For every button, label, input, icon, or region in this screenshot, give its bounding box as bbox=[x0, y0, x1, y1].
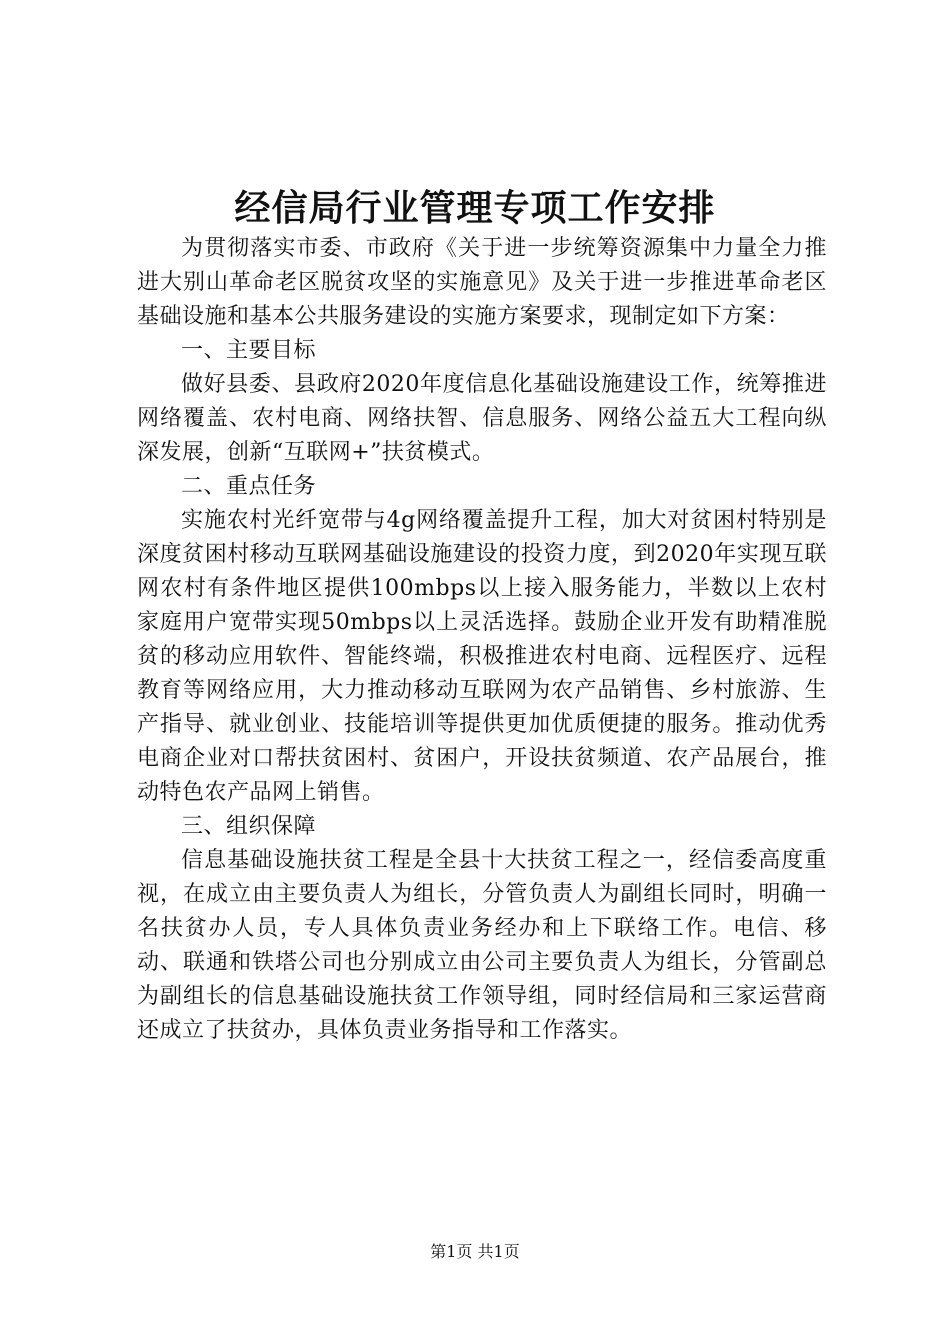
section-heading-goals: 一、主要目标 bbox=[181, 338, 317, 363]
section-paragraph-organization: 信息基础设施扶贫工程是全县十大扶贫工程之一，经信委高度重视，在成立由主要负责人为组长，分管负责人为副组长同时，明确一名扶贫办人员，专人具体负责业务经办和上下联络工作。电信、移动、联通和铁塔公司也分别成立由公司主要负责人为组长，分管副总为副组长的信息基础设施扶贫工作领导组，同时经信局和三家运营商还成立了扶贫办，具体负责业务指导和工作落实。 bbox=[137, 848, 827, 1043]
intro-paragraph: 为贯彻落实市委、市政府《关于进一步统筹资源集中力量全力推进大别山革命老区脱贫攻坚的实施意见》及关于进一步推进革命老区基础设施和基本公共服务建设的实施方案要求，现制定如下方案： bbox=[137, 236, 827, 329]
page-footer: 第1页 共1页 bbox=[430, 1242, 520, 1261]
document-body bbox=[137, 232, 827, 1048]
section-paragraph-goals: 做好县委、县政府2020年度信息化基础设施建设工作，统筹推进网络覆盖、农村电商、网络扶智、信息服务、网络公益五大工程向纵深发展，创新“互联网+”扶贫模式。 bbox=[137, 372, 827, 465]
section-heading-organization: 三、组织保障 bbox=[181, 814, 317, 839]
section-paragraph-tasks: 实施农村光纤宽带与4g网络覆盖提升工程，加大对贫困村特别是深度贫困村移动互联网基础设施建设的投资力度，到2020年实现互联网农村有条件地区提供100mbps以上接入服务能力，半数以上农村家庭用户宽带实现50mbps以上灵活选择。鼓励企业开发有助精准脱贫的移动应用软件、智能终端，积极推进农村电商、远程医疗、远程教育等网络应用，大力推动移动互联网为农产品销售、乡村旅游、生产指导、就业创业、技能培训等提供更加优质便捷的服务。推动优秀电商企业对口帮扶贫困村、贫困户，开设扶贫频道、农产品展台，推动特色农产品网上销售。 bbox=[137, 508, 827, 805]
document-title: 经信局行业管理专项工作安排 bbox=[234, 187, 716, 229]
section-heading-tasks: 二、重点任务 bbox=[181, 474, 317, 499]
